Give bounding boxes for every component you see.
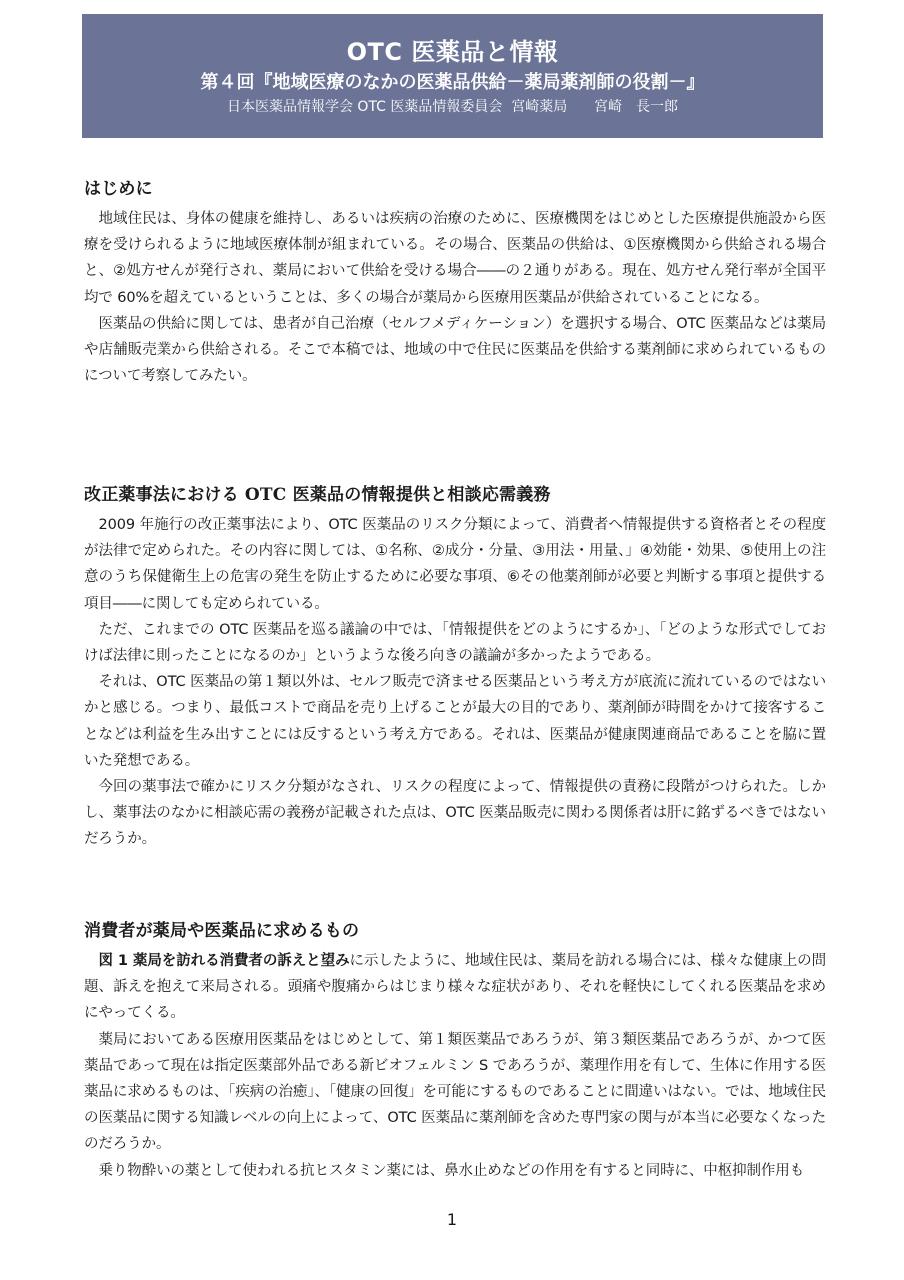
title-banner	[82, 14, 823, 138]
paragraph: 乗り物酔いの薬として使われる抗ヒスタミン薬には、鼻水止めなどの作用を有すると同時に、中枢抑制作用も	[98, 1162, 805, 1179]
paragraph: 地域住民は、身体の健康を維持し、あるいは疾病の治療のために、医療機関をはじめとした医療提供施設から医療を受けられるように地域医療体制が組まれている。その場合、医薬品の供給は、①医療機関から供給される場合と、②処方せんが発行され、薬局において供給を受ける場合――の２通りがある。現在、処方せん発行率が全国平均で 60%を超えているということは、多くの場合が薬局から医療用医薬品が供給されていることになる。	[84, 211, 826, 306]
section-introduction	[84, 176, 826, 389]
paragraph: ただ、これまでの OTC 医薬品を巡る議論の中では、「情報提供をどのようにするか」、「どのような形式でしておけば法律に則ったことになるのか」というような後ろ向きの議論が多かったようである。	[84, 621, 826, 665]
figure-reference: 図 1 薬局を訪れる消費者の訴えと望み	[98, 953, 350, 969]
paragraph: 2009 年施行の改正薬事法により、OTC 医薬品のリスク分類によって、消費者へ情報提供する資格者とその程度が法律で定められた。その内容に関しては、①名称、②成分・分量、③用法・用量、」④効能・効果、⑤使用上の注意のうち保健衛生上の危害の発生を防止するために必要な事項、⑥その他薬剤師が必要と判断する事項と提供する項目――に関しても定められている。	[84, 517, 826, 612]
section-revised-pharmaceutical-law	[84, 482, 826, 853]
paragraph-text: に示したように、地域住民は、薬局を訪れる場合には、様々な健康上の問題、訴えを抱えて来局される。頭痛や腹痛からはじまり様々な症状があり、それを軽快にしてくれる医薬品を求めにやってくる。	[84, 953, 826, 1022]
paragraph: 今回の薬事法で確かにリスク分類がなされ、リスクの程度によって、情報提供の責務に段階がつけられた。しかし、薬事法のなかに相談応需の義務が記載された点は、OTC 医薬品販売に関わる関係者は肝に銘ずるべきではないだろうか。	[84, 779, 826, 848]
document-title: OTC 医薬品と情報	[346, 38, 559, 66]
paragraph: それは、OTC 医薬品の第１類以外は、セルフ販売で済ませる医薬品という考え方が底流に流れているのではないかと感じる。つまり、最低コストで商品を売り上げることが最大の目的であり、薬剤師が時間をかけて接客することなどは利益を生み出すことには反するという考え方である。それは、医薬品が健康関連商品であることを脇に置いた発想である。	[84, 674, 826, 769]
paragraph: 薬局においてある医療用医薬品をはじめとして、第１類医薬品であろうが、第３類医薬品であろうが、かつて医薬品であって現在は指定医薬部外品である新ビオフェルミン S であろうが、薬理作用を有して、生体に作用する医薬品に求めるものは、「疾病の治癒」、「健康の回復」を可能にするものであることに間違いはない。では、地域住民の医薬品に関する知識レベルの向上によって、OTC 医薬品に薬剤師を含めた専門家の関与が本当に必要なくなったのだろうか。	[84, 1031, 826, 1153]
paragraph	[84, 948, 826, 1027]
document-subtitle: 第４回『地域医療のなかの医薬品供給－薬局薬剤師の役割－』	[200, 72, 705, 93]
paragraph: 医薬品の供給に関しては、患者が自己治療（セルフメディケーション）を選択する場合、OTC 医薬品などは薬局や店舗販売業から供給される。そこで本稿では、地域の中で住民に医薬品を供給する薬剤師に求められているものについて考察してみたい。	[84, 315, 826, 385]
section-title: 消費者が薬局や医薬品に求めるもの	[84, 921, 360, 941]
page-number: 1	[446, 1210, 458, 1229]
section-title: はじめに	[84, 179, 153, 199]
section-consumer-expectations	[84, 918, 826, 1184]
author-byline: 日本医薬品情報学会 OTC 医薬品情報委員会 宮崎薬局 宮崎 長一郎	[226, 99, 679, 115]
section-title: 改正薬事法における OTC 医薬品の情報提供と相談応需義務	[84, 485, 551, 505]
